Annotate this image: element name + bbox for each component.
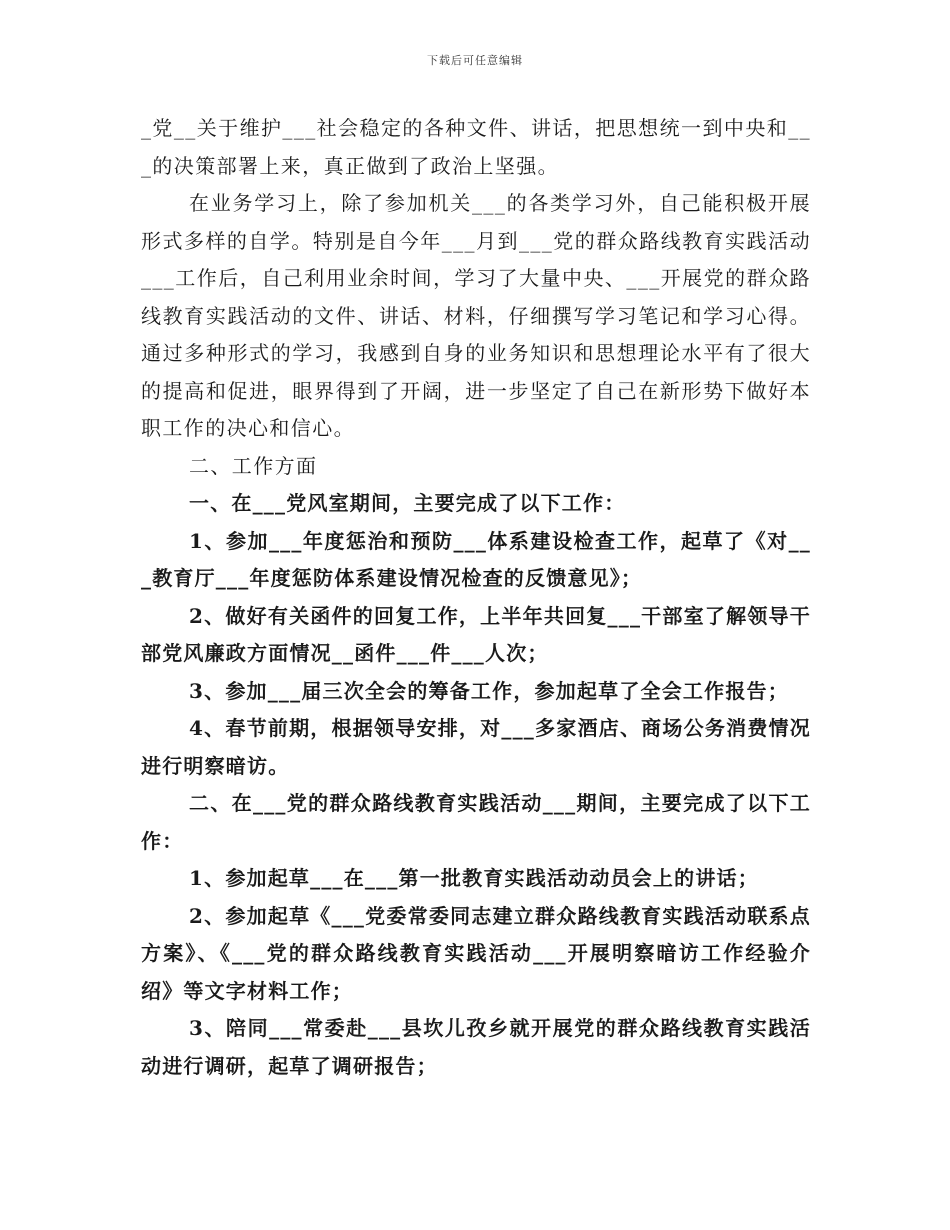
list-item-1-2: 2、做好有关函件的回复工作，上半年共回复___干部室了解领导干部党风廉政方面情况__函件___件___人次；: [141, 603, 811, 665]
list-item-2-1: 1、参加起草___在___第一批教育实践活动动员会上的讲话；: [189, 866, 759, 890]
list-item-1-3: 3、参加___届三次全会的筹备工作，参加起草了全会工作报告；: [189, 678, 789, 703]
subsection-heading-2: 二、在___党的群众路线教育实践活动___期间，主要完成了以下工作：: [141, 791, 811, 853]
list-item-2-3: 3、陪同___常委赴___县坎儿孜乡就开展党的群众路线教育实践活动进行调研，起草了调研报告；: [141, 1016, 811, 1078]
paragraph-2: 在业务学习上，除了参加机关___的各类学习外，自己能积极开展形式多样的自学。特别是自今年___月到___党的群众路线教育实践活动___工作后，自己利用业余时间，学习了大量中央、___开展党的群众路线教育实践活动的文件、讲话、材料，仔细撰写学习笔记和学习心得。通过多种形式的学习，我感到自身的业务知识和思想理论水平有了很大的提高和促进，眼界得到了开阔，进一步坚定了自己在新形势下做好本职工作的决心和信心。: [141, 191, 811, 440]
document-body: [141, 110, 811, 1085]
page-header: 下载后可任意编辑: [427, 54, 523, 67]
list-item-1-4: 4、春节前期，根据领导安排，对___多家酒店、商场公务消费情况进行明察暗访。: [141, 716, 811, 778]
paragraph-1: _党__关于维护___社会稳定的各种文件、讲话，把思想统一到中央和___的决策部署上来，真正做到了政治上坚强。: [141, 116, 811, 178]
subsection-heading-1: 一、在___党风室期间，主要完成了以下工作：: [189, 491, 626, 515]
list-item-1-1: 1、参加___年度惩治和预防___体系建设检查工作，起草了《对___教育厅___年度惩防体系建设情况检查的反馈意见》；: [141, 528, 811, 590]
section-heading-work: 二、工作方面: [189, 453, 318, 478]
list-item-2-2: 2、参加起草《___党委常委同志建立群众路线教育实践活动联系点方案》、《___党的群众路线教育实践活动___开展明察暗访工作经验介绍》等文字材料工作；: [141, 903, 811, 1003]
